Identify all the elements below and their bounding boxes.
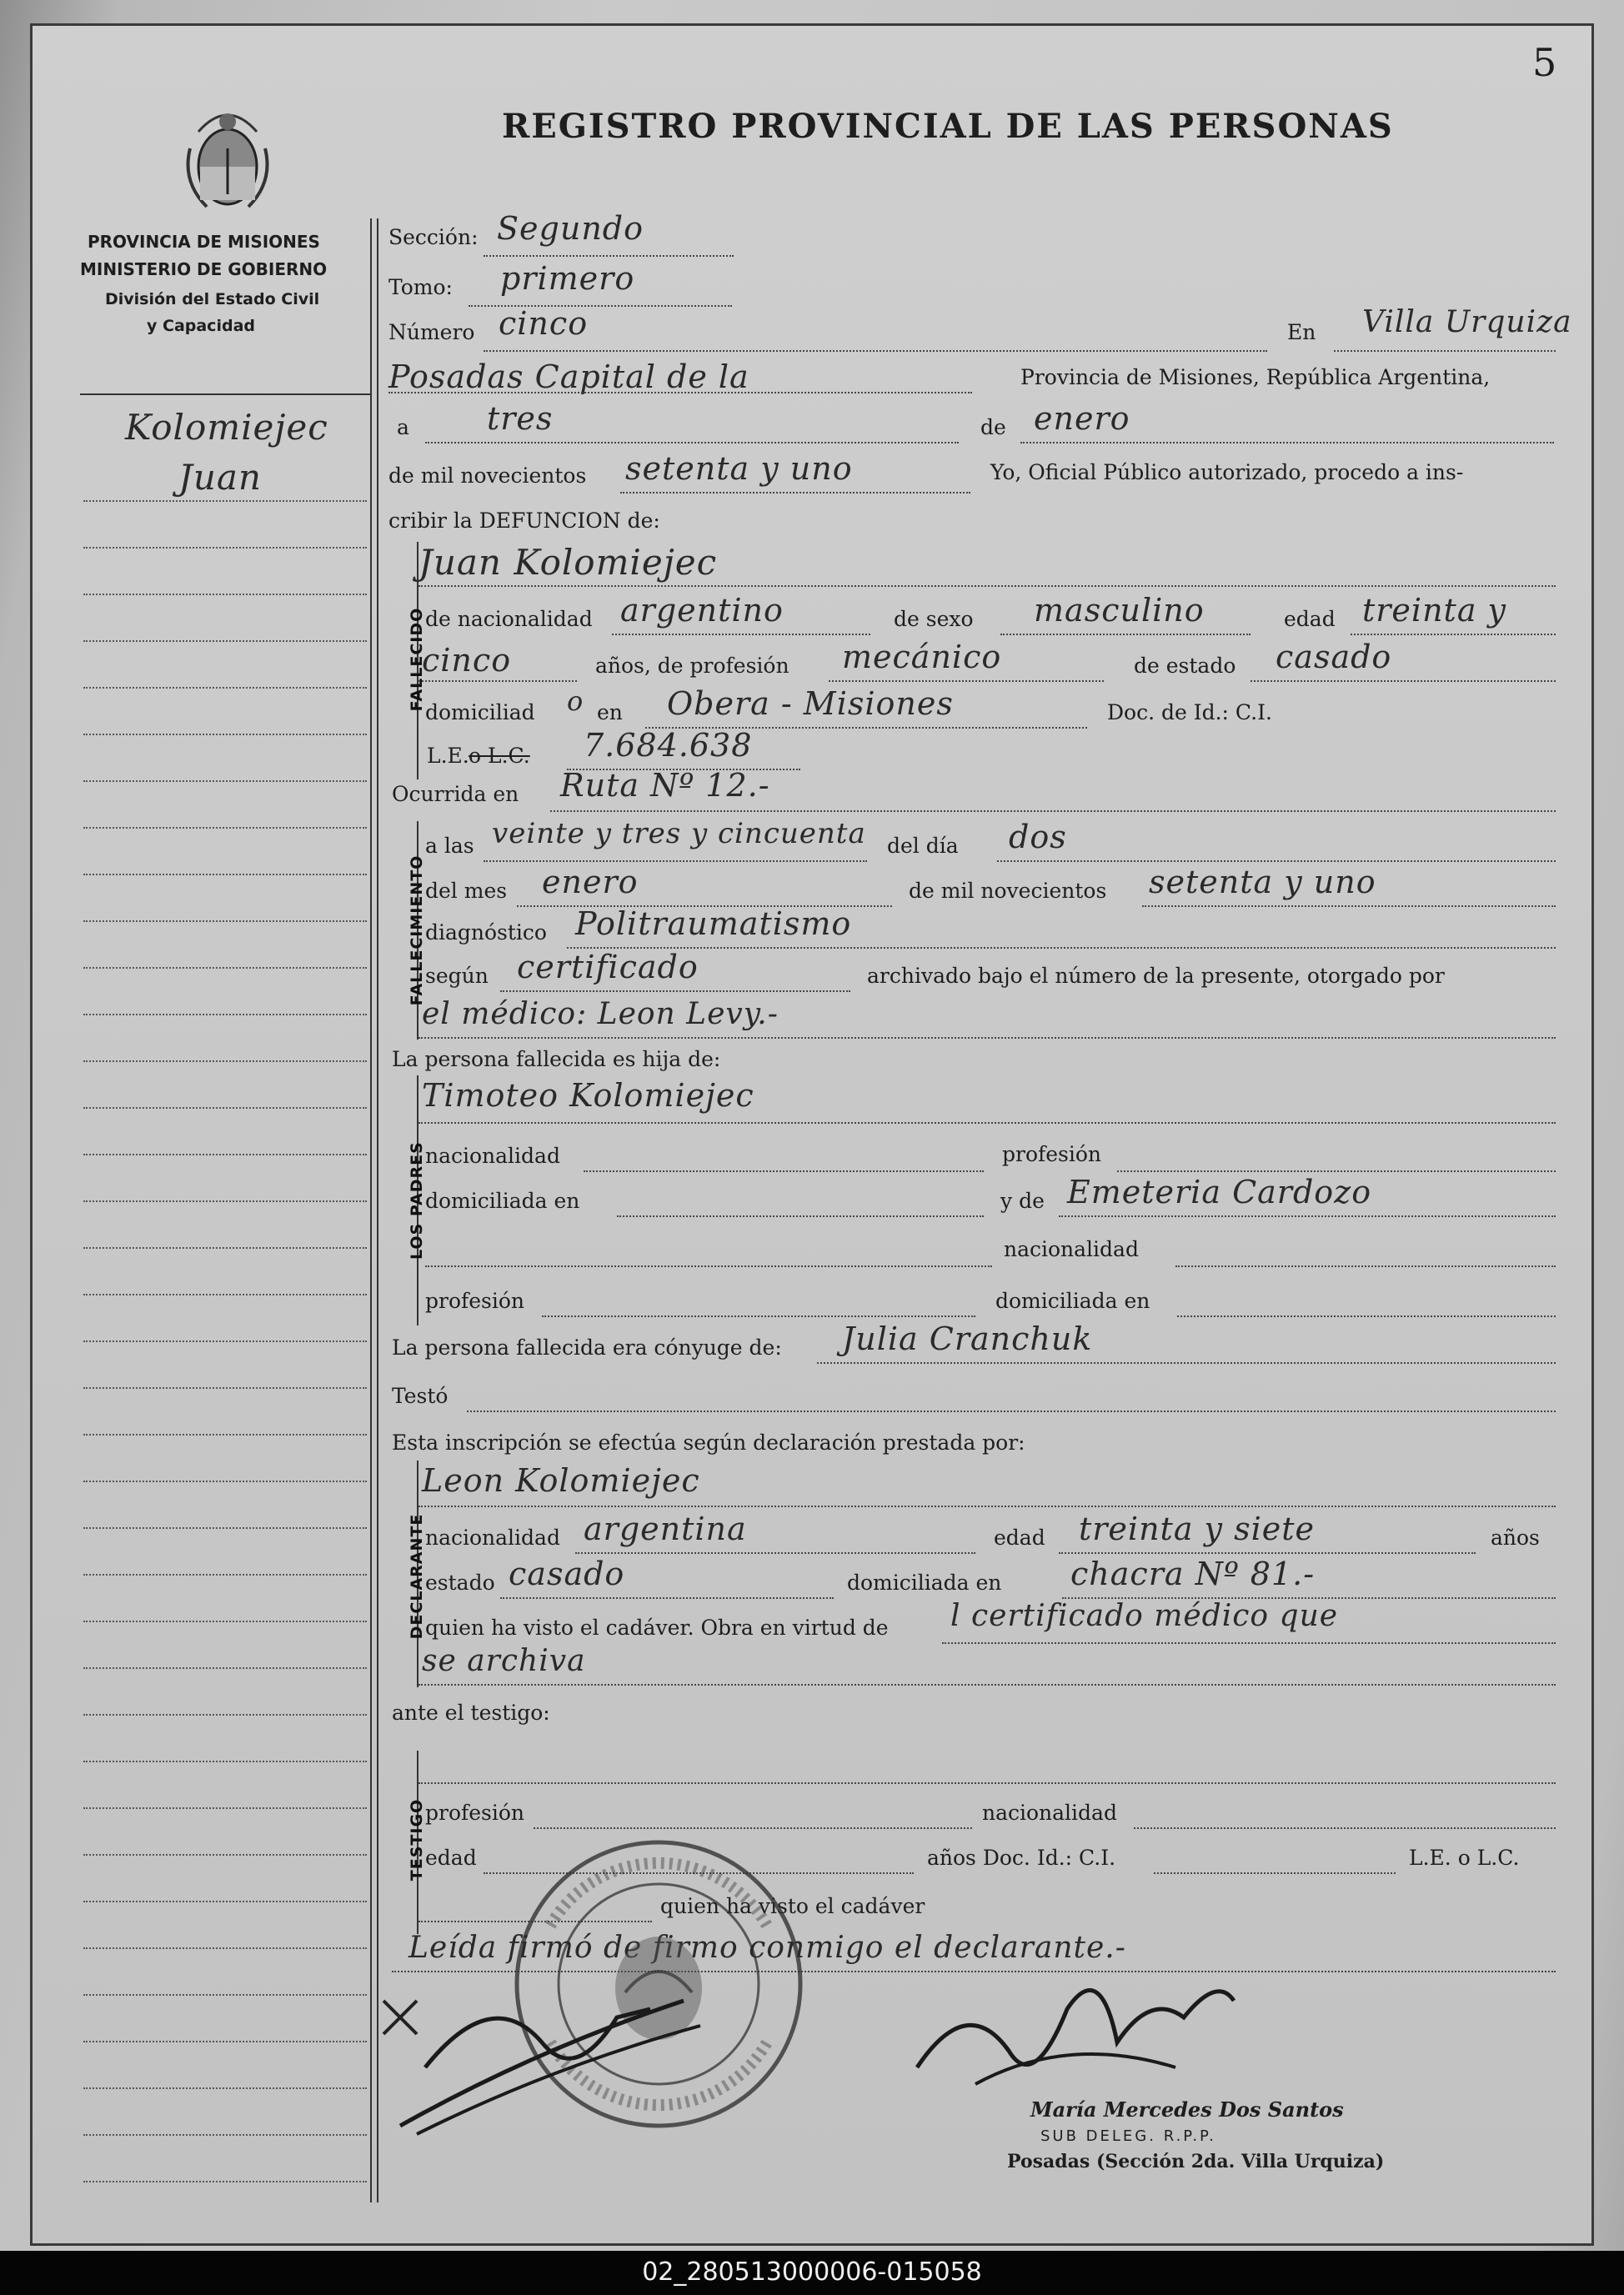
- declarante-cadaver-text: l certificado médico que: [950, 1599, 1339, 1633]
- testigo-cadaver-label: quien ha visto el cadáver: [660, 1894, 925, 1918]
- madre-domic-label: domiciliada en: [995, 1289, 1150, 1313]
- oficial-text: Yo, Oficial Público autorizado, procedo a ins-: [990, 460, 1464, 484]
- margin-given-name: Juan: [178, 457, 262, 498]
- margin-column-divider: [370, 218, 372, 2202]
- diagnostico-label: diagnóstico: [425, 920, 547, 945]
- closing-text: Leída firmó de firmo conmigo el declarante.-: [409, 1931, 1126, 1965]
- margin-ruled-line: [83, 874, 367, 875]
- page-number: 5: [1532, 40, 1557, 85]
- declarante-nombre: Leon Kolomiejec: [422, 1462, 700, 1499]
- signatory-name: María Mercedes Dos Santos: [1030, 2097, 1344, 2122]
- fallecido-le-numero: 7.684.638: [584, 727, 753, 764]
- fallecido-profesion: mecánico: [842, 639, 1002, 675]
- declarante-nac-label: nacionalidad: [425, 1526, 560, 1550]
- declarante-domic-label: domiciliada en: [847, 1571, 1002, 1595]
- hora-value: veinte y tres y cincuenta: [492, 817, 866, 850]
- declarante-signature-icon: [367, 1951, 717, 2142]
- medico-value: el médico: Leon Levy.-: [422, 997, 779, 1031]
- margin-ruled-line: [83, 1340, 367, 1342]
- fallecido-estado: casado: [1276, 639, 1392, 675]
- ciudad-value: Posadas Capital de la: [388, 358, 749, 395]
- declarante-estado-label: estado: [425, 1571, 495, 1595]
- margin-ruled-line: [83, 2134, 367, 2136]
- declarante-cadaver2-line: [419, 1684, 1556, 1686]
- fallecido-le-label: L.E.: [427, 744, 469, 768]
- office-line: PROVINCIA DE MISIONES: [88, 232, 320, 252]
- fallecido-sexo-line: [1000, 634, 1251, 635]
- fallecido-prof-line: [829, 680, 1104, 682]
- fallecido-doc-label: Doc. de Id.: C.I.: [1107, 700, 1272, 724]
- fallecido-sexo: masculino: [1034, 592, 1205, 629]
- margin-ruled-line: [83, 734, 367, 735]
- anio-fallec: setenta y uno: [1149, 864, 1376, 900]
- margin-ruled-line: [83, 2087, 367, 2089]
- margin-ruled-line: [83, 1901, 367, 1902]
- fallecido-nombre: Juan Kolomiejec: [419, 542, 718, 583]
- margin-ruled-line: [83, 967, 367, 969]
- segun-line: [500, 990, 850, 992]
- testo-label: Testó: [392, 1384, 449, 1408]
- padre-nac-line: [584, 1170, 984, 1172]
- padre-line: [419, 1122, 1556, 1124]
- yde-label: y de: [1000, 1189, 1045, 1213]
- ocurrida-label: Ocurrida en: [392, 782, 519, 806]
- declarante-estado: casado: [509, 1556, 625, 1592]
- madre-prof-label: profesión: [425, 1289, 525, 1313]
- padres-side-label: LOS PADRES: [408, 1141, 426, 1260]
- margin-ruled-line: [83, 1527, 367, 1529]
- fallecido-domic-label: domiciliad: [425, 700, 535, 724]
- declarante-edad-label: edad: [994, 1526, 1045, 1550]
- padre-nombre: Timoteo Kolomiejec: [422, 1077, 754, 1114]
- margin-ruled-line: [83, 640, 367, 642]
- declarante-anios-label: años: [1491, 1526, 1540, 1550]
- margin-ruled-line: [83, 1761, 367, 1762]
- official-signature-icon: [900, 1942, 1251, 2109]
- margin-ruled-line: [83, 827, 367, 829]
- margin-ruled-line: [83, 1247, 367, 1249]
- margin-ruled-line: [83, 687, 367, 689]
- seccion-label: Sección:: [388, 225, 479, 249]
- diagnostico-value: Politraumatismo: [575, 905, 852, 942]
- margin-ruled-line: [83, 1107, 367, 1109]
- anio-value: setenta y uno: [625, 450, 853, 487]
- margin-ruled-line: [83, 594, 367, 595]
- fallecido-nac-line: [612, 634, 870, 635]
- a-label: a: [397, 415, 409, 439]
- declaracion-text: Esta inscripción se efectúa según declaración prestada por:: [392, 1431, 1025, 1455]
- fallecido-edad: treinta y: [1362, 592, 1507, 629]
- tomo-label: Tomo:: [388, 275, 453, 299]
- testigo-prof-label: profesión: [425, 1801, 525, 1825]
- declarante-cadaver-text2: se archiva: [422, 1644, 586, 1678]
- tomo-value: primero: [500, 260, 635, 297]
- margin-ruled-line: [83, 1294, 367, 1295]
- dia-value: tres: [487, 400, 554, 437]
- provincia-text: Provincia de Misiones, República Argentina,: [1020, 365, 1491, 389]
- seccion-value: Segundo: [497, 210, 644, 247]
- declarante-nac-line: [575, 1552, 975, 1554]
- mes-value: enero: [1034, 400, 1130, 437]
- scan-file-id: 02_280513000006-015058: [642, 2257, 982, 2287]
- madre-nombre: Emeteria Cardozo: [1067, 1174, 1372, 1210]
- madre-domic-line: [1177, 1315, 1556, 1317]
- fallecido-side-label: FALLECIDO: [408, 607, 426, 712]
- margin-ruled-line: [83, 1807, 367, 1809]
- numero-label: Número: [388, 320, 475, 344]
- fallecimiento-side-label: FALLECIMIENTO: [408, 854, 426, 1006]
- testigo-edad-label: edad: [425, 1846, 477, 1870]
- conyuge-line: [817, 1362, 1556, 1364]
- conyuge-label: La persona fallecida era cónyuge de:: [392, 1335, 782, 1360]
- ciudad-line: [388, 392, 972, 393]
- margin-ruled-line: [83, 1434, 367, 1436]
- fallecido-nac-label: de nacionalidad: [425, 607, 593, 631]
- dia-label: del día: [887, 834, 959, 858]
- margin-ruled-line: [83, 920, 367, 922]
- hora-label: a las: [425, 834, 474, 858]
- fallecido-le-struck: o L.C.: [469, 744, 530, 768]
- margin-ruled-line: [83, 1481, 367, 1482]
- padres-extra-line: [425, 1265, 992, 1267]
- fallecido-edad2-line: [419, 680, 577, 682]
- anio-line: [620, 492, 970, 494]
- anio-fallec-line: [1142, 905, 1556, 907]
- signatory-place: Posadas (Sección 2da. Villa Urquiza): [1007, 2151, 1385, 2172]
- seccion-line: [484, 255, 734, 257]
- padre-domic-line: [617, 1215, 984, 1217]
- margin-ruled-line: [83, 1854, 367, 1856]
- margin-ruled-line: [83, 1947, 367, 1949]
- fallecido-estado-line: [1251, 680, 1556, 682]
- anio-label: de mil novecientos: [388, 464, 587, 488]
- margin-surname: Kolomiejec: [125, 407, 328, 448]
- fallecido-edad-label: edad: [1284, 607, 1336, 631]
- padre-nac-label: nacionalidad: [425, 1144, 560, 1168]
- scan-footer-bar: [0, 2251, 1624, 2295]
- margin-ruled-line: [83, 1387, 367, 1389]
- margin-ruled-line: [83, 780, 367, 782]
- declarante-nacionalidad: argentina: [584, 1511, 747, 1547]
- padres-intro: La persona fallecida es hija de:: [392, 1047, 721, 1071]
- dia-fallec-line: [997, 860, 1556, 862]
- declarante-estado-line: [500, 1597, 834, 1599]
- lugar-value: Villa Urquiza: [1362, 305, 1572, 339]
- margin-ruled-line: [83, 1714, 367, 1716]
- numero-value: cinco: [499, 305, 589, 342]
- lugar-line: [1334, 350, 1556, 352]
- ocurrida-line: [550, 810, 1556, 812]
- madre-prof-line: [542, 1315, 975, 1317]
- diagnostico-line: [567, 947, 1556, 949]
- fallecido-edad-line: [1351, 634, 1556, 635]
- declarante-edad: treinta y siete: [1079, 1511, 1316, 1547]
- signatory-title: SUB DELEG. R.P.P.: [1040, 2127, 1216, 2145]
- mes-fallec: enero: [542, 864, 639, 900]
- margin-ruled-line: [83, 1200, 367, 1202]
- madre-line: [1059, 1215, 1556, 1217]
- testigo-nac-line: [1134, 1827, 1556, 1829]
- fallecido-en-label: en: [597, 700, 623, 724]
- margin-ruled-line: [83, 1060, 367, 1062]
- de-label: de: [980, 415, 1006, 439]
- office-line: División del Estado Civil: [105, 290, 320, 308]
- medico-line: [419, 1037, 1556, 1039]
- margin-ruled-line: [83, 1154, 367, 1155]
- declarante-cadaver-label: quien ha visto el cadáver. Obra en virtud de: [425, 1616, 889, 1640]
- padre-prof-label: profesión: [1002, 1142, 1102, 1166]
- margin-ruled-line: [83, 2181, 367, 2182]
- fallecido-domicilio: Obera - Misiones: [667, 685, 954, 722]
- dia-fallec: dos: [1009, 819, 1067, 855]
- declarante-nombre-line: [419, 1506, 1556, 1507]
- testigo-nac-label: nacionalidad: [982, 1801, 1117, 1825]
- office-line: MINISTERIO DE GOBIERNO: [80, 259, 328, 279]
- mes-label: del mes: [425, 879, 508, 903]
- declarante-edad-line: [1059, 1552, 1476, 1554]
- madre-nac-label: nacionalidad: [1004, 1237, 1139, 1261]
- conyuge-nombre: Julia Cranchuk: [842, 1320, 1093, 1357]
- testo-line: [467, 1411, 1556, 1412]
- declarante-domicilio: chacra Nº 81.-: [1070, 1556, 1316, 1592]
- testigo-nombre-line: [419, 1782, 1556, 1784]
- fallecido-edad-cont: cinco: [422, 642, 512, 679]
- padre-domic-label: domiciliada en: [425, 1189, 580, 1213]
- fallecido-nombre-line: [419, 585, 1556, 587]
- padre-prof-line: [1117, 1170, 1556, 1172]
- fallecido-estado-label: de estado: [1134, 654, 1236, 678]
- margin-header-rule: [80, 393, 372, 395]
- fallecido-nacionalidad: argentino: [620, 592, 784, 629]
- segun-value: certificado: [517, 949, 699, 985]
- declarante-side-label: DECLARANTE: [408, 1513, 426, 1640]
- margin-ruled-line: [83, 2041, 367, 2042]
- office-line: y Capacidad: [147, 317, 255, 335]
- segun-label: según: [425, 964, 489, 988]
- margin-column-divider: [377, 218, 378, 2202]
- ocurrida-lugar: Ruta Nº 12.-: [560, 767, 770, 804]
- fallecido-domic-suffix: o: [567, 685, 584, 717]
- margin-ruled-line: [83, 1667, 367, 1669]
- archivado-text: archivado bajo el número de la presente, otorgado por: [867, 964, 1445, 988]
- testigo-intro: ante el testigo:: [392, 1701, 550, 1725]
- document-title: REGISTRO PROVINCIAL DE LAS PERSONAS: [502, 107, 1394, 146]
- mes-line: [1020, 442, 1554, 443]
- fallecido-profesion-label: años, de profesión: [595, 654, 789, 678]
- margin-ruled-line: [83, 1994, 367, 1996]
- anio-fallec-label: de mil novecientos: [909, 879, 1107, 903]
- testigo-le-label: L.E. o L.C.: [1409, 1846, 1520, 1870]
- numero-line: [484, 350, 1267, 352]
- inscribir-text: cribir la DEFUNCION de:: [388, 509, 660, 533]
- margin-ruled-line: [83, 1574, 367, 1576]
- fallecido-sexo-label: de sexo: [894, 607, 974, 631]
- testigo-anios-label: años Doc. Id.: C.I.: [927, 1846, 1116, 1870]
- coat-of-arms-icon: [173, 98, 282, 223]
- dia-line: [425, 442, 959, 443]
- en-label: En: [1287, 320, 1316, 344]
- madre-nac-line: [1175, 1265, 1556, 1267]
- margin-ruled-line: [83, 1014, 367, 1015]
- hora-line: [484, 860, 867, 862]
- testigo-side-label: TESTIGO: [408, 1798, 426, 1882]
- margin-ruled-line: [83, 500, 367, 502]
- margin-ruled-line: [83, 1621, 367, 1622]
- margin-ruled-line: [83, 547, 367, 549]
- declarante-cadaver-line: [942, 1642, 1556, 1644]
- testigo-ci-line: [1154, 1872, 1396, 1874]
